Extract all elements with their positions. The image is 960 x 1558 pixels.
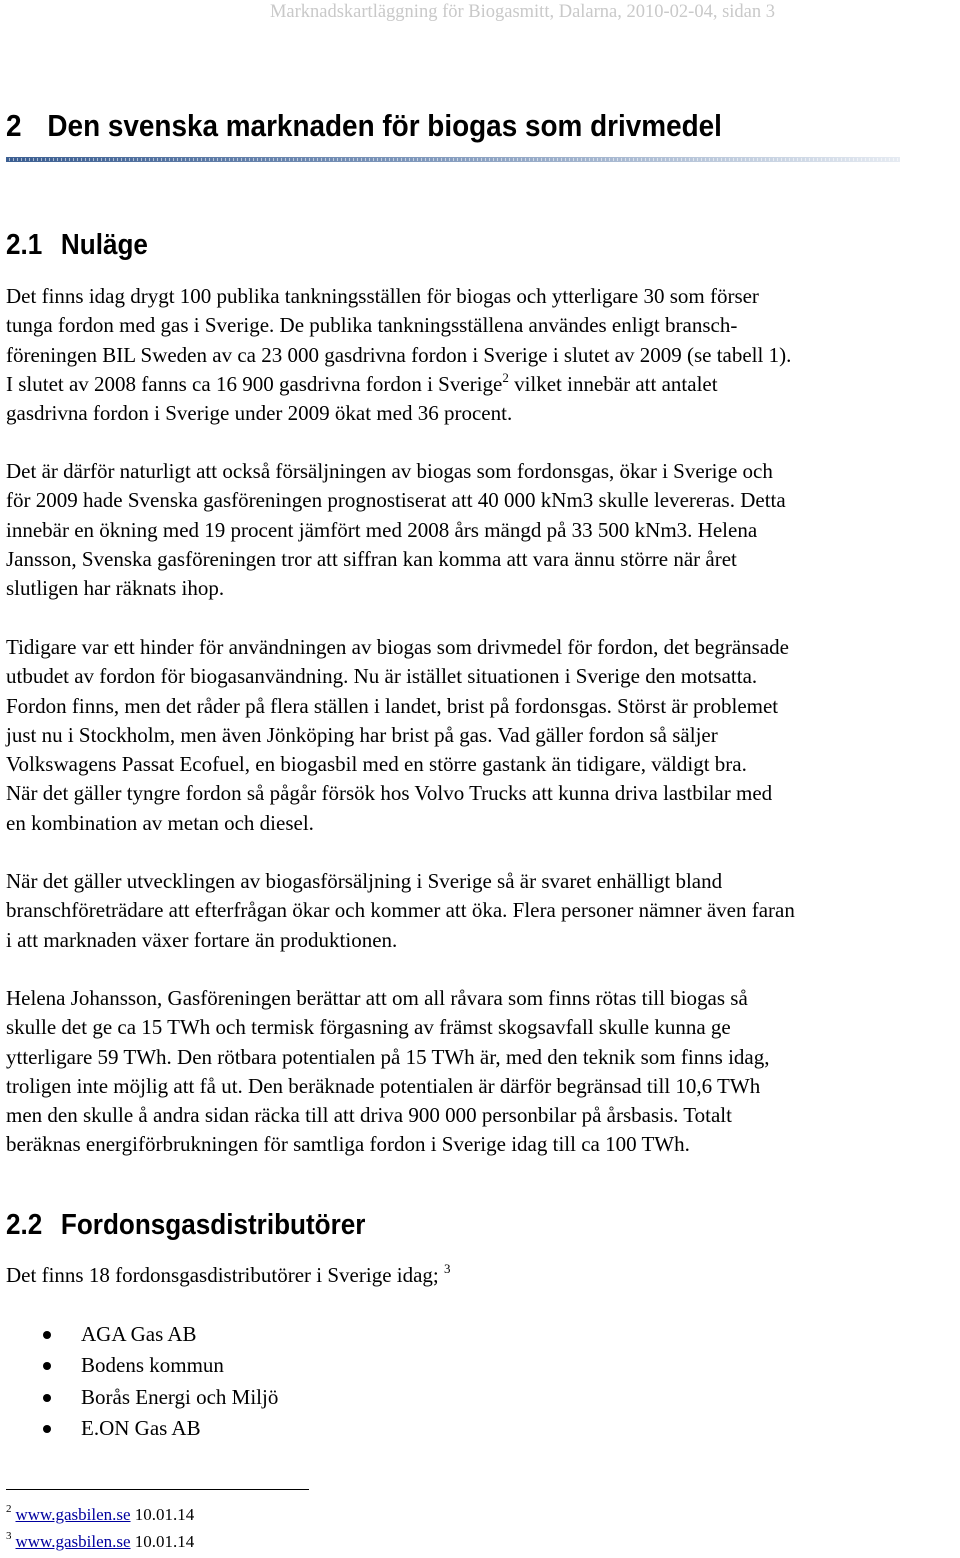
text-line bbox=[6, 370, 960, 399]
list-item-label: Borås Energi och Miljö bbox=[81, 1384, 279, 1409]
footnote-ref-3[interactable]: 3 bbox=[444, 1261, 451, 1276]
text-line: Volkswagens Passat Ecofuel, en biogasbil med en större gastank än tidigare, väldigt bra. bbox=[6, 752, 747, 777]
text-line: Helena Johansson, Gasföreningen berättar att om all råvara som finns rötas till biogas så bbox=[6, 986, 748, 1010]
footnote-separator bbox=[6, 1489, 309, 1490]
section-2-heading bbox=[6, 108, 722, 144]
section-2-2-title: Fordonsgasdistributörer bbox=[60, 1209, 366, 1241]
text-line: skulle det ge ca 15 TWh och termisk förgasning av främst skogsavfall skulle kunna ge bbox=[6, 1015, 731, 1040]
footnote-number: 3 bbox=[6, 1530, 12, 1542]
text-line: tunga fordon med gas i Sverige. De publika tankningsställena användes enligt bransch- bbox=[6, 313, 738, 338]
list-item-label: AGA Gas AB bbox=[81, 1322, 197, 1346]
text-line: Jansson, Svenska gasföreningen tror att siffran kan komma att vara ännu större när året bbox=[6, 546, 737, 571]
section-2-title: Den svenska marknaden för biogas som drivmedel bbox=[47, 108, 722, 143]
text-line: Det är därför naturligt att också försäljningen av biogas som fordonsgas, ökar i Sverige och bbox=[6, 459, 773, 483]
heading-rule bbox=[6, 157, 900, 162]
list-item-label: E.ON Gas AB bbox=[81, 1415, 201, 1440]
footnote-date: 10.01.14 bbox=[130, 1532, 195, 1551]
section-2-number: 2 bbox=[6, 108, 22, 143]
footnote-2 bbox=[6, 1505, 194, 1525]
text-line: just nu i Stockholm, men även Jönköping har brist på gas. Vad gäller fordon så säljer bbox=[6, 722, 718, 747]
text-segment: I slutet av 2008 fanns ca 16 900 gasdrivna fordon i Sverige bbox=[6, 371, 503, 396]
text-line: en kombination av metan och diesel. bbox=[6, 810, 314, 835]
text-line: Fordon finns, men det råder på flera ställen i landet, brist på fordonsgas. Störst är problemet bbox=[6, 693, 779, 718]
text-line: i att marknaden växer fortare än produktionen. bbox=[6, 927, 398, 952]
paragraph-distributorer-intro bbox=[6, 1261, 960, 1290]
text-line: beräknas energiförbrukningen för samtliga fordon i Sverige idag till ca 100 TWh. bbox=[6, 1132, 690, 1157]
footnote-link[interactable]: www.gasbilen.se bbox=[15, 1505, 131, 1524]
paragraph-forsaljning bbox=[6, 457, 960, 603]
text-line: ytterligare 59 TWh. Den rötbara potentialen på 15 TWh är, med den teknik som finns idag, bbox=[6, 1044, 770, 1069]
running-header: Marknadskartläggning för Biogasmitt, Dalarna, 2010-02-04, sidan 3 bbox=[269, 2, 775, 22]
text-line: När det gäller utvecklingen av biogasförsäljning i Sverige så är svaret enhälligt bland bbox=[6, 869, 723, 893]
text-line: Tidigare var ett hinder för användningen av biogas som drivmedel för fordon, det begränsade bbox=[6, 635, 789, 659]
footnote-number: 2 bbox=[6, 1503, 12, 1515]
text-segment: vilket innebär att antalet bbox=[508, 371, 718, 396]
section-2-1-number: 2.1 bbox=[6, 229, 43, 261]
footnote-ref-2[interactable]: 2 bbox=[502, 369, 509, 385]
list-item bbox=[0, 1350, 278, 1381]
bullet-icon bbox=[43, 1425, 51, 1433]
text-line: för 2009 hade Svenska gasföreningen prognostiserat att 40 000 kNm3 skulle levereras. Detta bbox=[6, 488, 786, 513]
list-item bbox=[0, 1413, 278, 1444]
paragraph-tankningsstallen bbox=[6, 282, 960, 428]
paragraph-hinder bbox=[6, 633, 960, 838]
footnote-date: 10.01.14 bbox=[130, 1505, 195, 1524]
text-segment: Det finns 18 fordonsgasdistributörer i Sverige idag; bbox=[6, 1263, 445, 1287]
text-line: Det finns idag drygt 100 publika tankningsställen för biogas och ytterligare 30 som förser bbox=[6, 284, 759, 308]
list-item bbox=[0, 1382, 278, 1413]
paragraph-utveckling bbox=[6, 867, 960, 955]
section-2-1-heading bbox=[6, 229, 148, 262]
footnote-3 bbox=[6, 1532, 194, 1552]
text-line: När det gäller tyngre fordon så pågår försök hos Volvo Trucks att kunna driva lastbilar med bbox=[6, 781, 773, 806]
text-line: branschföreträdare att efterfrågan ökar och kommer att öka. Flera personer nämner även faran bbox=[6, 898, 795, 923]
paragraph-potential bbox=[6, 984, 960, 1160]
list-item bbox=[0, 1319, 278, 1350]
footnote-link[interactable]: www.gasbilen.se bbox=[15, 1532, 131, 1551]
text-line: troligen inte möjlig att få ut. Den beräknade potentialen är därför begränsad till 10,6 TWh bbox=[6, 1073, 761, 1098]
text-line: gasdrivna fordon i Sverige under 2009 ökat med 36 procent. bbox=[6, 401, 513, 426]
list-item-label: Bodens kommun bbox=[81, 1353, 224, 1378]
text-line: men den skulle å andra sidan räcka till att driva 900 000 personbilar på årsbasis. Totalt bbox=[6, 1103, 732, 1128]
section-2-1-title: Nuläge bbox=[60, 229, 148, 261]
text-line: föreningen BIL Sweden av ca 23 000 gasdrivna fordon i Sverige i slutet av 2009 (se tabell 1). bbox=[6, 342, 792, 367]
section-2-2-number: 2.2 bbox=[6, 1209, 43, 1241]
bullet-icon bbox=[43, 1362, 51, 1370]
text-line: utbudet av fordon för biogasanvändning. Nu är istället situationen i Sverige den motsatta. bbox=[6, 664, 758, 689]
bullet-icon bbox=[43, 1394, 51, 1402]
distributor-list bbox=[0, 1319, 278, 1444]
text-line bbox=[6, 1261, 960, 1290]
section-2-2-heading bbox=[6, 1209, 365, 1242]
text-line: slutligen har räknats ihop. bbox=[6, 576, 225, 601]
text-line: innebär en ökning med 19 procent jämfört med 2008 års mängd på 33 500 kNm3. Helena bbox=[6, 517, 758, 542]
bullet-icon bbox=[43, 1331, 51, 1339]
